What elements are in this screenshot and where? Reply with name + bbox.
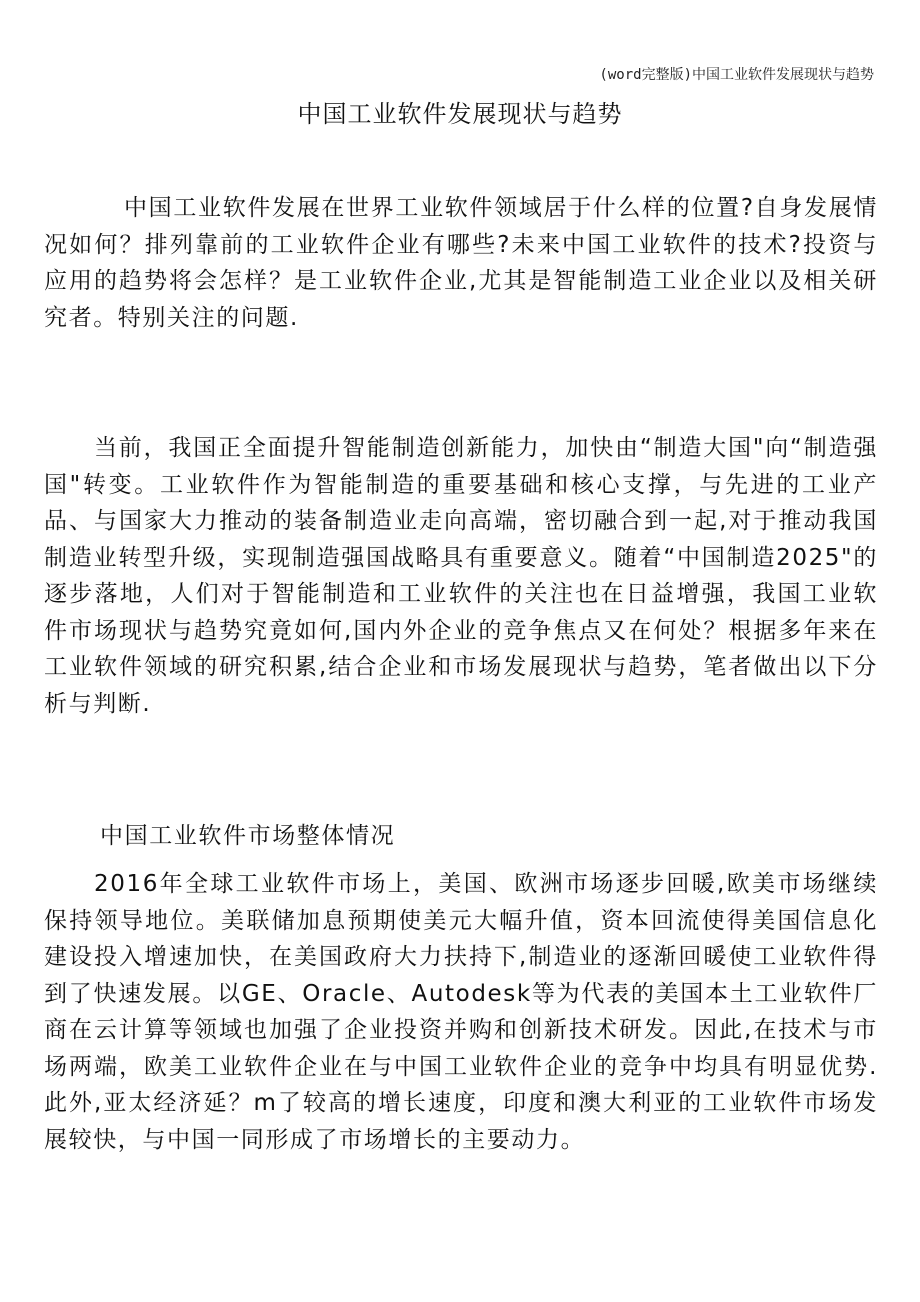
- document-title: 中国工业软件发展现状与趋势: [297, 100, 623, 128]
- paragraph-background: 当前，我国正全面提升智能制造创新能力，加快由“制造大国"向“制造强国"转变。工业软件作为智能制造的重要基础和核心支撑，与先进的工业产品、与国家大力推动的装备制造业走向高端，密切融合到一起,对于推动我国制造业转型升级，实现制造强国战略具有重要意义。随着“中国制造2025"的逐步落地，人们对于智能制造和工业软件的关注也在日益增强，我国工业软件市场现状与趋势究竟如何,国内外企业的竞争焦点又在何处？根据多年来在工业软件领域的研究积累,结合企业和市场发展现状与趋势，笔者做出以下分析与判断.: [44, 435, 878, 717]
- running-header: (word完整版)中国工业软件发展现状与趋势: [599, 67, 874, 83]
- section-heading: 中国工业软件市场整体情况: [100, 823, 396, 849]
- paragraph-market-overview: 2016年全球工业软件市场上，美国、欧洲市场逐步回暖,欧美市场继续保持领导地位。美联储加息预期使美元大幅升值，资本回流使得美国信息化建设投入增速加快，在美国政府大力扶持下,制造业的逐渐回暖使工业软件得到了快速发展。以GE、Oracle、Autodesk等为代表的美国本土工业软件厂商在云计算等领域也加强了企业投资并购和创新技术研发。因此,在技术与市场两端，欧美工业软件企业在与中国工业软件企业的竞争中均具有明显优势.此外,亚太经济延？m了较高的增长速度，印度和澳大利亚的工业软件市场发展较快，与中国一同形成了市场增长的主要动力。: [44, 871, 878, 1153]
- paragraph-intro: 中国工业软件发展在世界工业软件领域居于什么样的位置?自身发展情况如何？排列靠前的工业软件企业有哪些?未来中国工业软件的技术?投资与应用的趋势将会怎样？是工业软件企业,尤其是智能制造工业企业以及相关研究者。特别关注的问题.: [44, 195, 878, 331]
